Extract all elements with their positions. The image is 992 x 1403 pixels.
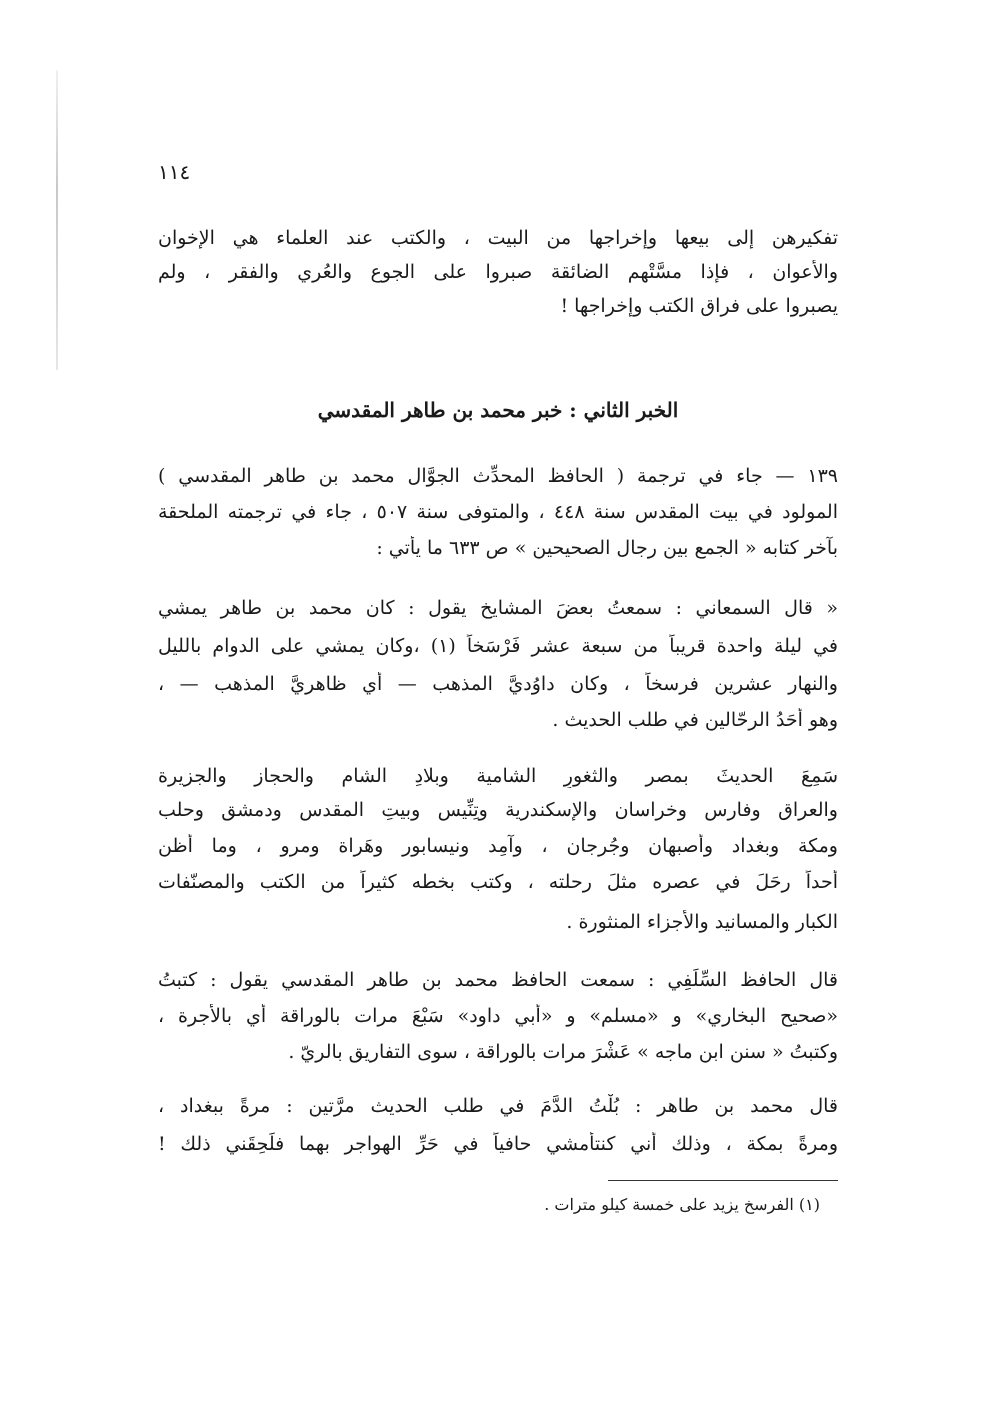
- text-line: سَمِعَ الحديثَ بمصر والثغورِ الشامية وبلادِ الشام والحجاز والجزيرة: [158, 765, 838, 787]
- text-line: المولود في بيت المقدس سنة ٤٤٨ ، والمتوفى سنة ٥٠٧ ، جاء في ترجمته الملحقة: [158, 501, 838, 523]
- page-number: ١١٤: [158, 160, 191, 184]
- section-heading: الخبر الثاني : خبر محمد بن طاهر المقدسي: [317, 398, 679, 422]
- text-line: وهو أحَدُ الرحّالين في طلب الحديث .: [552, 709, 838, 731]
- text-line: ومكة وبغداد وأصبهان وجُرجان ، وآمِد ونيسابور وهَراة ومرو ، وما أظن: [158, 835, 838, 857]
- text-line: قال الحافظ السِّلَفِي : سمعت الحافظ محمد بن طاهر المقدسي يقول : كتبتُ: [158, 969, 838, 991]
- footnote-divider: [608, 1180, 838, 1181]
- text-line: والنهار عشرين فرسخاً ، وكان داوُديَّ المذهب — أي ظاهريَّ المذهب — ،: [158, 673, 838, 695]
- text-line: بآخر كتابه « الجمع بين رجال الصحيحين » ص ٦٣٣ ما يأتي :: [376, 537, 838, 559]
- text-line: ١٣٩ — جاء في ترجمة ( الحافظ المحدِّث الجوَّال محمد بن طاهر المقدسي ): [158, 465, 838, 487]
- text-line: يصبروا على فراق الكتب وإخراجها !: [560, 295, 838, 317]
- text-line: والعراق وفارس وخراسان والإسكندرية وتِنِّيس وبيتِ المقدس ودمشق وحلب: [158, 799, 838, 821]
- text-line: قال محمد بن طاهر : بُلْتُ الدَّمَ في طلب الحديث مرَّتين : مرةً ببغداد ،: [158, 1095, 838, 1117]
- footnote: (١) الفرسخ يزيد على خمسة كيلو مترات .: [544, 1195, 820, 1214]
- text-line: أحداً رحَلَ في عصره مثلَ رحلته ، وكتب بخطه كثيراً من الكتب والمصنّفات: [158, 871, 838, 893]
- text-line: في ليلة واحدة قريباً من سبعة عشر فَرْسَخاً (١) ،وكان يمشي على الدوام بالليل: [158, 635, 838, 657]
- text-line: الكبار والمسانيد والأجزاء المنثورة .: [566, 911, 838, 933]
- text-line: والأعوان ، فإذا مسَّتْهم الضائقة صبروا على الجوع والعُري والفقر ، ولم: [158, 261, 838, 283]
- text-line: « قال السمعاني : سمعتُ بعضَ المشايخ يقول : كان محمد بن طاهر يمشي: [158, 597, 838, 619]
- text-line: «صحيح البخاري» و «مسلم» و «أبي داود» سَبْعَ مرات بالوراقة أي بالأجرة ،: [158, 1005, 838, 1027]
- scan-margin-mark: [56, 70, 58, 370]
- text-line: تفكيرهن إلى بيعها وإخراجها من البيت ، والكتب عند العلماء هي الإخوان: [158, 227, 838, 249]
- text-line: ومرةً بمكة ، وذلك أني كنتأمشي حافياً في حَرِّ الهواجر بهما فلَحِقَني ذلك !: [158, 1133, 838, 1155]
- text-line: وكتبتُ « سنن ابن ماجه » عَشْرَ مرات بالوراقة ، سوى التفاريق بالريّ .: [288, 1041, 838, 1063]
